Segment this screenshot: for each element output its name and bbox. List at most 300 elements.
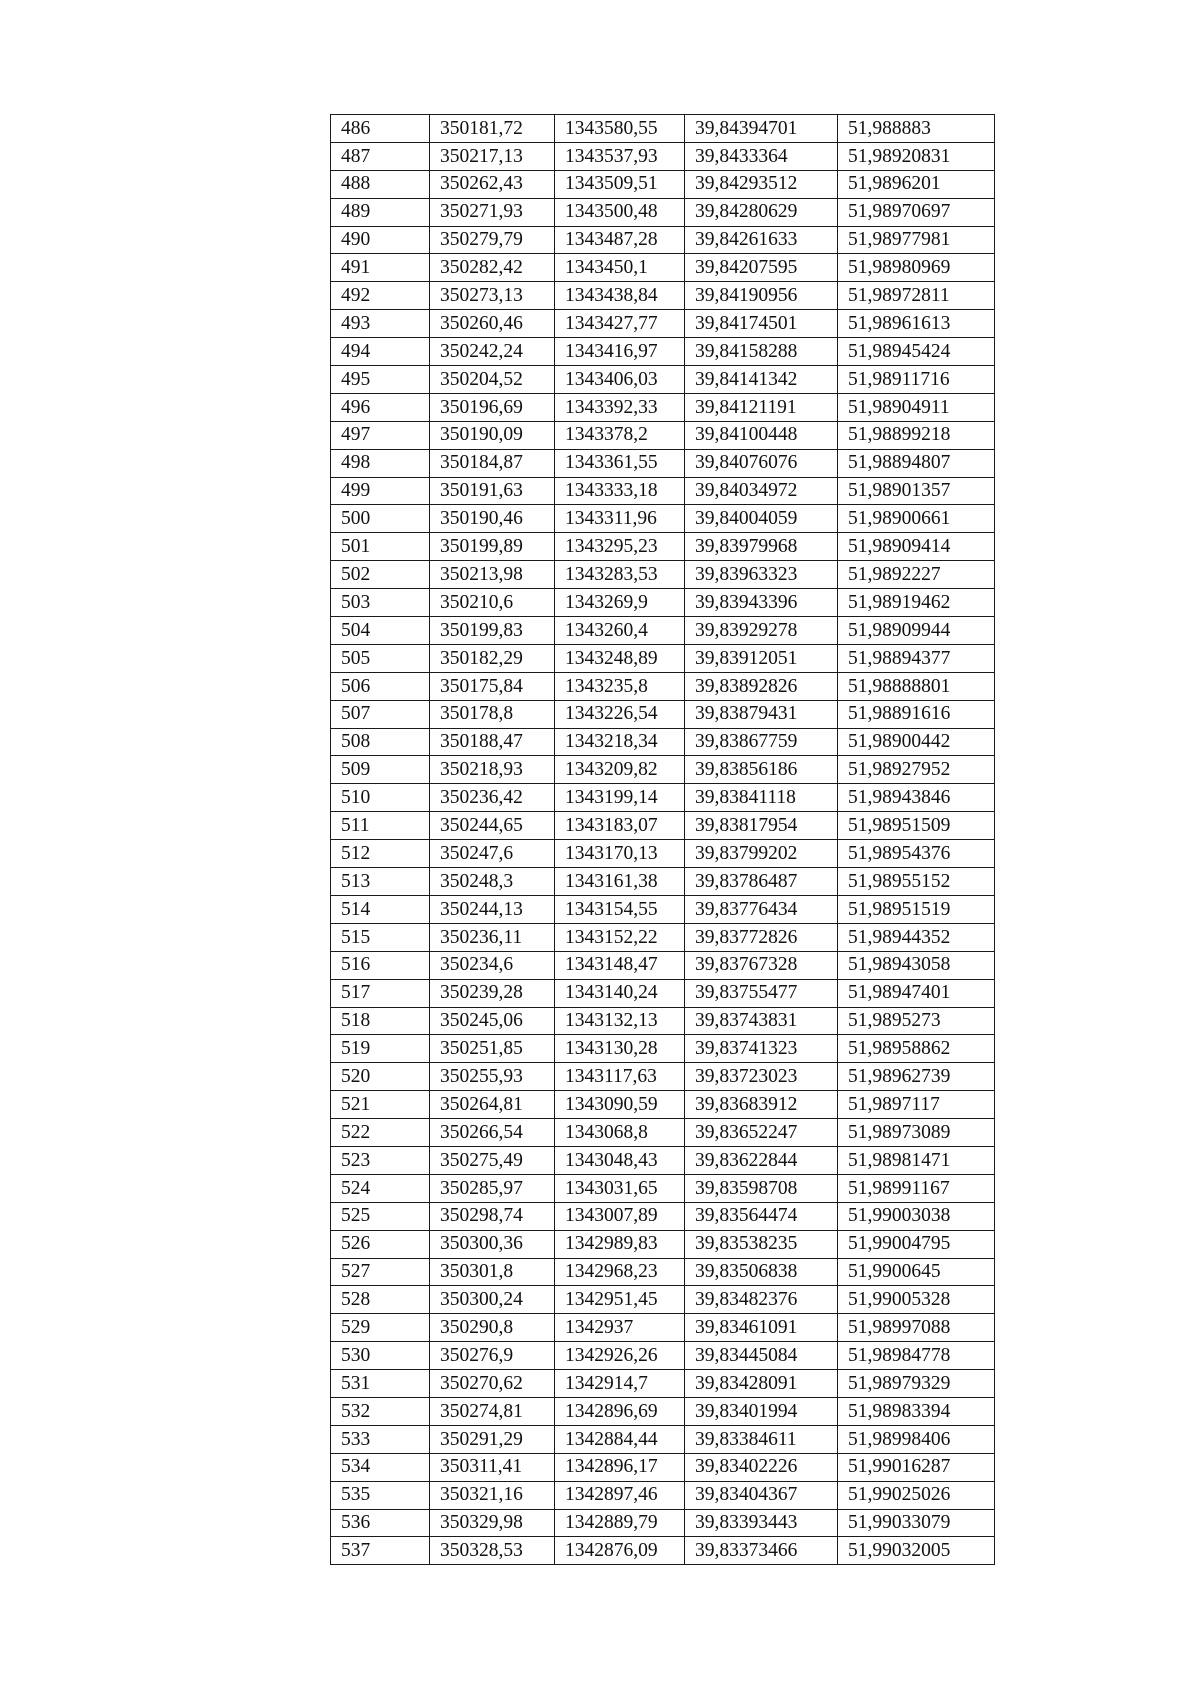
point-number-cell: 519 (331, 1035, 430, 1063)
point-number-cell: 532 (331, 1397, 430, 1425)
point-number-cell: 512 (331, 840, 430, 868)
x-coordinate-cell: 350276,9 (430, 1342, 555, 1370)
point-number-cell: 499 (331, 477, 430, 505)
latitude-cell: 39,83428091 (685, 1370, 838, 1398)
longitude-cell: 51,98909414 (838, 533, 995, 561)
longitude-cell: 51,98944352 (838, 923, 995, 951)
x-coordinate-cell: 350199,83 (430, 617, 555, 645)
y-coordinate-cell: 1343209,82 (555, 756, 685, 784)
point-number-cell: 500 (331, 505, 430, 533)
latitude-cell: 39,83652247 (685, 1119, 838, 1147)
y-coordinate-cell: 1343450,1 (555, 254, 685, 282)
point-number-cell: 528 (331, 1286, 430, 1314)
latitude-cell: 39,83373466 (685, 1537, 838, 1565)
latitude-cell: 39,83743831 (685, 1007, 838, 1035)
x-coordinate-cell: 350213,98 (430, 561, 555, 589)
latitude-cell: 39,83461091 (685, 1314, 838, 1342)
table-row (331, 1425, 995, 1453)
latitude-cell: 39,83741323 (685, 1035, 838, 1063)
x-coordinate-cell: 350239,28 (430, 979, 555, 1007)
point-number-cell: 492 (331, 282, 430, 310)
y-coordinate-cell: 1343152,22 (555, 923, 685, 951)
table-row (331, 1481, 995, 1509)
y-coordinate-cell: 1343090,59 (555, 1091, 685, 1119)
y-coordinate-cell: 1343170,13 (555, 840, 685, 868)
x-coordinate-cell: 350218,93 (430, 756, 555, 784)
point-number-cell: 486 (331, 115, 430, 143)
y-coordinate-cell: 1343427,77 (555, 310, 685, 338)
latitude-cell: 39,8433364 (685, 142, 838, 170)
x-coordinate-cell: 350300,36 (430, 1230, 555, 1258)
point-number-cell: 506 (331, 672, 430, 700)
latitude-cell: 39,83943396 (685, 589, 838, 617)
x-coordinate-cell: 350270,62 (430, 1370, 555, 1398)
x-coordinate-cell: 350266,54 (430, 1119, 555, 1147)
longitude-cell: 51,98919462 (838, 589, 995, 617)
latitude-cell: 39,83892826 (685, 672, 838, 700)
point-number-cell: 520 (331, 1063, 430, 1091)
latitude-cell: 39,83538235 (685, 1230, 838, 1258)
point-number-cell: 502 (331, 561, 430, 589)
longitude-cell: 51,98943846 (838, 784, 995, 812)
point-number-cell: 521 (331, 1091, 430, 1119)
latitude-cell: 39,84394701 (685, 115, 838, 143)
x-coordinate-cell: 350290,8 (430, 1314, 555, 1342)
latitude-cell: 39,84121191 (685, 393, 838, 421)
y-coordinate-cell: 1343130,28 (555, 1035, 685, 1063)
table-row (331, 1202, 995, 1230)
y-coordinate-cell: 1342876,09 (555, 1537, 685, 1565)
point-number-cell: 525 (331, 1202, 430, 1230)
point-number-cell: 535 (331, 1481, 430, 1509)
table-row (331, 1146, 995, 1174)
latitude-cell: 39,83598708 (685, 1174, 838, 1202)
y-coordinate-cell: 1343117,63 (555, 1063, 685, 1091)
longitude-cell: 51,98894377 (838, 644, 995, 672)
table-row (331, 1453, 995, 1481)
point-number-cell: 494 (331, 338, 430, 366)
table-row (331, 115, 995, 143)
x-coordinate-cell: 350184,87 (430, 449, 555, 477)
point-number-cell: 498 (331, 449, 430, 477)
x-coordinate-cell: 350300,24 (430, 1286, 555, 1314)
table-row (331, 756, 995, 784)
x-coordinate-cell: 350236,11 (430, 923, 555, 951)
table-row (331, 1119, 995, 1147)
latitude-cell: 39,84004059 (685, 505, 838, 533)
x-coordinate-cell: 350242,24 (430, 338, 555, 366)
table-row (331, 505, 995, 533)
longitude-cell: 51,98927952 (838, 756, 995, 784)
x-coordinate-cell: 350217,13 (430, 142, 555, 170)
table-row (331, 784, 995, 812)
table-row (331, 700, 995, 728)
latitude-cell: 39,83564474 (685, 1202, 838, 1230)
latitude-cell: 39,83402226 (685, 1453, 838, 1481)
latitude-cell: 39,84158288 (685, 338, 838, 366)
table-row (331, 170, 995, 198)
latitude-cell: 39,84174501 (685, 310, 838, 338)
point-number-cell: 513 (331, 868, 430, 896)
y-coordinate-cell: 1343199,14 (555, 784, 685, 812)
point-number-cell: 509 (331, 756, 430, 784)
y-coordinate-cell: 1343183,07 (555, 812, 685, 840)
x-coordinate-cell: 350260,46 (430, 310, 555, 338)
y-coordinate-cell: 1343218,34 (555, 728, 685, 756)
longitude-cell: 51,99032005 (838, 1537, 995, 1565)
x-coordinate-cell: 350285,97 (430, 1174, 555, 1202)
point-number-cell: 517 (331, 979, 430, 1007)
y-coordinate-cell: 1342896,69 (555, 1397, 685, 1425)
longitude-cell: 51,99016287 (838, 1453, 995, 1481)
longitude-cell: 51,98973089 (838, 1119, 995, 1147)
x-coordinate-cell: 350196,69 (430, 393, 555, 421)
y-coordinate-cell: 1343248,89 (555, 644, 685, 672)
latitude-cell: 39,83723023 (685, 1063, 838, 1091)
x-coordinate-cell: 350329,98 (430, 1509, 555, 1537)
table-row (331, 1537, 995, 1565)
y-coordinate-cell: 1343416,97 (555, 338, 685, 366)
table-row (331, 868, 995, 896)
table-row (331, 895, 995, 923)
latitude-cell: 39,84207595 (685, 254, 838, 282)
longitude-cell: 51,99033079 (838, 1509, 995, 1537)
point-number-cell: 514 (331, 895, 430, 923)
table-row (331, 1258, 995, 1286)
point-number-cell: 529 (331, 1314, 430, 1342)
table-row (331, 951, 995, 979)
longitude-cell: 51,98962739 (838, 1063, 995, 1091)
y-coordinate-cell: 1342989,83 (555, 1230, 685, 1258)
table-row (331, 338, 995, 366)
table-row (331, 561, 995, 589)
longitude-cell: 51,98951509 (838, 812, 995, 840)
longitude-cell: 51,99004795 (838, 1230, 995, 1258)
longitude-cell: 51,98901357 (838, 477, 995, 505)
y-coordinate-cell: 1343031,65 (555, 1174, 685, 1202)
x-coordinate-cell: 350321,16 (430, 1481, 555, 1509)
table-row (331, 979, 995, 1007)
point-number-cell: 531 (331, 1370, 430, 1398)
y-coordinate-cell: 1343537,93 (555, 142, 685, 170)
y-coordinate-cell: 1343068,8 (555, 1119, 685, 1147)
point-number-cell: 527 (331, 1258, 430, 1286)
x-coordinate-cell: 350234,6 (430, 951, 555, 979)
table-row (331, 226, 995, 254)
point-number-cell: 522 (331, 1119, 430, 1147)
latitude-cell: 39,83963323 (685, 561, 838, 589)
point-number-cell: 503 (331, 589, 430, 617)
longitude-cell: 51,98888801 (838, 672, 995, 700)
y-coordinate-cell: 1343406,03 (555, 366, 685, 394)
y-coordinate-cell: 1343007,89 (555, 1202, 685, 1230)
x-coordinate-cell: 350244,13 (430, 895, 555, 923)
coordinates-table-body (331, 115, 995, 1565)
point-number-cell: 526 (331, 1230, 430, 1258)
x-coordinate-cell: 350255,93 (430, 1063, 555, 1091)
latitude-cell: 39,83445084 (685, 1342, 838, 1370)
coordinates-table (330, 114, 995, 1565)
x-coordinate-cell: 350244,65 (430, 812, 555, 840)
x-coordinate-cell: 350282,42 (430, 254, 555, 282)
point-number-cell: 490 (331, 226, 430, 254)
latitude-cell: 39,83912051 (685, 644, 838, 672)
table-row (331, 1063, 995, 1091)
latitude-cell: 39,84190956 (685, 282, 838, 310)
x-coordinate-cell: 350210,6 (430, 589, 555, 617)
table-row (331, 1230, 995, 1258)
point-number-cell: 495 (331, 366, 430, 394)
latitude-cell: 39,83929278 (685, 617, 838, 645)
y-coordinate-cell: 1343235,8 (555, 672, 685, 700)
x-coordinate-cell: 350188,47 (430, 728, 555, 756)
x-coordinate-cell: 350311,41 (430, 1453, 555, 1481)
longitude-cell: 51,98984778 (838, 1342, 995, 1370)
longitude-cell: 51,98945424 (838, 338, 995, 366)
point-number-cell: 508 (331, 728, 430, 756)
point-number-cell: 533 (331, 1425, 430, 1453)
y-coordinate-cell: 1343311,96 (555, 505, 685, 533)
x-coordinate-cell: 350190,09 (430, 421, 555, 449)
y-coordinate-cell: 1343500,48 (555, 198, 685, 226)
y-coordinate-cell: 1342926,26 (555, 1342, 685, 1370)
x-coordinate-cell: 350178,8 (430, 700, 555, 728)
table-row (331, 840, 995, 868)
y-coordinate-cell: 1343226,54 (555, 700, 685, 728)
y-coordinate-cell: 1343154,55 (555, 895, 685, 923)
latitude-cell: 39,83482376 (685, 1286, 838, 1314)
longitude-cell: 51,98981471 (838, 1146, 995, 1174)
point-number-cell: 511 (331, 812, 430, 840)
longitude-cell: 51,98900442 (838, 728, 995, 756)
table-row (331, 449, 995, 477)
x-coordinate-cell: 350248,3 (430, 868, 555, 896)
y-coordinate-cell: 1342968,23 (555, 1258, 685, 1286)
longitude-cell: 51,98943058 (838, 951, 995, 979)
latitude-cell: 39,83772826 (685, 923, 838, 951)
longitude-cell: 51,9895273 (838, 1007, 995, 1035)
y-coordinate-cell: 1343333,18 (555, 477, 685, 505)
y-coordinate-cell: 1343580,55 (555, 115, 685, 143)
latitude-cell: 39,83799202 (685, 840, 838, 868)
x-coordinate-cell: 350245,06 (430, 1007, 555, 1035)
point-number-cell: 488 (331, 170, 430, 198)
point-number-cell: 537 (331, 1537, 430, 1565)
table-row (331, 366, 995, 394)
table-row (331, 533, 995, 561)
x-coordinate-cell: 350274,81 (430, 1397, 555, 1425)
table-row (331, 1314, 995, 1342)
longitude-cell: 51,98899218 (838, 421, 995, 449)
x-coordinate-cell: 350273,13 (430, 282, 555, 310)
longitude-cell: 51,98983394 (838, 1397, 995, 1425)
table-row (331, 1007, 995, 1035)
x-coordinate-cell: 350204,52 (430, 366, 555, 394)
table-row (331, 1091, 995, 1119)
table-row (331, 617, 995, 645)
longitude-cell: 51,99025026 (838, 1481, 995, 1509)
y-coordinate-cell: 1342937 (555, 1314, 685, 1342)
latitude-cell: 39,83393443 (685, 1509, 838, 1537)
longitude-cell: 51,98900661 (838, 505, 995, 533)
point-number-cell: 536 (331, 1509, 430, 1537)
latitude-cell: 39,83841118 (685, 784, 838, 812)
latitude-cell: 39,84141342 (685, 366, 838, 394)
y-coordinate-cell: 1343148,47 (555, 951, 685, 979)
latitude-cell: 39,83767328 (685, 951, 838, 979)
x-coordinate-cell: 350271,93 (430, 198, 555, 226)
point-number-cell: 534 (331, 1453, 430, 1481)
x-coordinate-cell: 350291,29 (430, 1425, 555, 1453)
latitude-cell: 39,83384611 (685, 1425, 838, 1453)
y-coordinate-cell: 1342951,45 (555, 1286, 685, 1314)
table-row (331, 310, 995, 338)
longitude-cell: 51,98954376 (838, 840, 995, 868)
y-coordinate-cell: 1343295,23 (555, 533, 685, 561)
x-coordinate-cell: 350191,63 (430, 477, 555, 505)
longitude-cell: 51,98980969 (838, 254, 995, 282)
x-coordinate-cell: 350298,74 (430, 1202, 555, 1230)
x-coordinate-cell: 350251,85 (430, 1035, 555, 1063)
latitude-cell: 39,83401994 (685, 1397, 838, 1425)
longitude-cell: 51,98894807 (838, 449, 995, 477)
point-number-cell: 507 (331, 700, 430, 728)
table-row (331, 393, 995, 421)
x-coordinate-cell: 350301,8 (430, 1258, 555, 1286)
latitude-cell: 39,83404367 (685, 1481, 838, 1509)
point-number-cell: 496 (331, 393, 430, 421)
x-coordinate-cell: 350175,84 (430, 672, 555, 700)
x-coordinate-cell: 350279,79 (430, 226, 555, 254)
x-coordinate-cell: 350181,72 (430, 115, 555, 143)
longitude-cell: 51,99005328 (838, 1286, 995, 1314)
longitude-cell: 51,98961613 (838, 310, 995, 338)
table-row (331, 477, 995, 505)
table-row (331, 1342, 995, 1370)
point-number-cell: 505 (331, 644, 430, 672)
longitude-cell: 51,98955152 (838, 868, 995, 896)
x-coordinate-cell: 350182,29 (430, 644, 555, 672)
point-number-cell: 516 (331, 951, 430, 979)
x-coordinate-cell: 350199,89 (430, 533, 555, 561)
table-row (331, 812, 995, 840)
longitude-cell: 51,9892227 (838, 561, 995, 589)
longitude-cell: 51,99003038 (838, 1202, 995, 1230)
y-coordinate-cell: 1342897,46 (555, 1481, 685, 1509)
table-row (331, 254, 995, 282)
y-coordinate-cell: 1343283,53 (555, 561, 685, 589)
point-number-cell: 497 (331, 421, 430, 449)
longitude-cell: 51,98972811 (838, 282, 995, 310)
y-coordinate-cell: 1343487,28 (555, 226, 685, 254)
point-number-cell: 515 (331, 923, 430, 951)
latitude-cell: 39,83856186 (685, 756, 838, 784)
y-coordinate-cell: 1342896,17 (555, 1453, 685, 1481)
y-coordinate-cell: 1343392,33 (555, 393, 685, 421)
latitude-cell: 39,83506838 (685, 1258, 838, 1286)
latitude-cell: 39,84076076 (685, 449, 838, 477)
latitude-cell: 39,83817954 (685, 812, 838, 840)
longitude-cell: 51,98977981 (838, 226, 995, 254)
x-coordinate-cell: 350190,46 (430, 505, 555, 533)
table-row (331, 672, 995, 700)
latitude-cell: 39,84034972 (685, 477, 838, 505)
longitude-cell: 51,98891616 (838, 700, 995, 728)
table-row (331, 1035, 995, 1063)
longitude-cell: 51,988883 (838, 115, 995, 143)
latitude-cell: 39,84293512 (685, 170, 838, 198)
table-row (331, 1397, 995, 1425)
x-coordinate-cell: 350264,81 (430, 1091, 555, 1119)
table-row (331, 421, 995, 449)
point-number-cell: 530 (331, 1342, 430, 1370)
latitude-cell: 39,84261633 (685, 226, 838, 254)
x-coordinate-cell: 350262,43 (430, 170, 555, 198)
y-coordinate-cell: 1343260,4 (555, 617, 685, 645)
longitude-cell: 51,9897117 (838, 1091, 995, 1119)
table-row (331, 728, 995, 756)
y-coordinate-cell: 1343048,43 (555, 1146, 685, 1174)
table-row (331, 1174, 995, 1202)
y-coordinate-cell: 1342889,79 (555, 1509, 685, 1537)
y-coordinate-cell: 1343132,13 (555, 1007, 685, 1035)
point-number-cell: 523 (331, 1146, 430, 1174)
longitude-cell: 51,98998406 (838, 1425, 995, 1453)
point-number-cell: 489 (331, 198, 430, 226)
table-row (331, 1286, 995, 1314)
latitude-cell: 39,83755477 (685, 979, 838, 1007)
x-coordinate-cell: 350247,6 (430, 840, 555, 868)
longitude-cell: 51,98970697 (838, 198, 995, 226)
y-coordinate-cell: 1343140,24 (555, 979, 685, 1007)
latitude-cell: 39,83786487 (685, 868, 838, 896)
longitude-cell: 51,98997088 (838, 1314, 995, 1342)
y-coordinate-cell: 1343378,2 (555, 421, 685, 449)
point-number-cell: 493 (331, 310, 430, 338)
point-number-cell: 491 (331, 254, 430, 282)
longitude-cell: 51,9900645 (838, 1258, 995, 1286)
latitude-cell: 39,83979968 (685, 533, 838, 561)
table-row (331, 589, 995, 617)
x-coordinate-cell: 350236,42 (430, 784, 555, 812)
table-row (331, 1509, 995, 1537)
latitude-cell: 39,84280629 (685, 198, 838, 226)
latitude-cell: 39,83879431 (685, 700, 838, 728)
point-number-cell: 524 (331, 1174, 430, 1202)
point-number-cell: 504 (331, 617, 430, 645)
longitude-cell: 51,98911716 (838, 366, 995, 394)
x-coordinate-cell: 350328,53 (430, 1537, 555, 1565)
table-row (331, 923, 995, 951)
table-row (331, 198, 995, 226)
longitude-cell: 51,98979329 (838, 1370, 995, 1398)
y-coordinate-cell: 1343161,38 (555, 868, 685, 896)
y-coordinate-cell: 1342914,7 (555, 1370, 685, 1398)
y-coordinate-cell: 1343269,9 (555, 589, 685, 617)
point-number-cell: 510 (331, 784, 430, 812)
table-row (331, 282, 995, 310)
table-row (331, 644, 995, 672)
point-number-cell: 487 (331, 142, 430, 170)
y-coordinate-cell: 1342884,44 (555, 1425, 685, 1453)
latitude-cell: 39,83867759 (685, 728, 838, 756)
latitude-cell: 39,83776434 (685, 895, 838, 923)
longitude-cell: 51,98909944 (838, 617, 995, 645)
longitude-cell: 51,98904911 (838, 393, 995, 421)
latitude-cell: 39,83622844 (685, 1146, 838, 1174)
longitude-cell: 51,98991167 (838, 1174, 995, 1202)
longitude-cell: 51,9896201 (838, 170, 995, 198)
